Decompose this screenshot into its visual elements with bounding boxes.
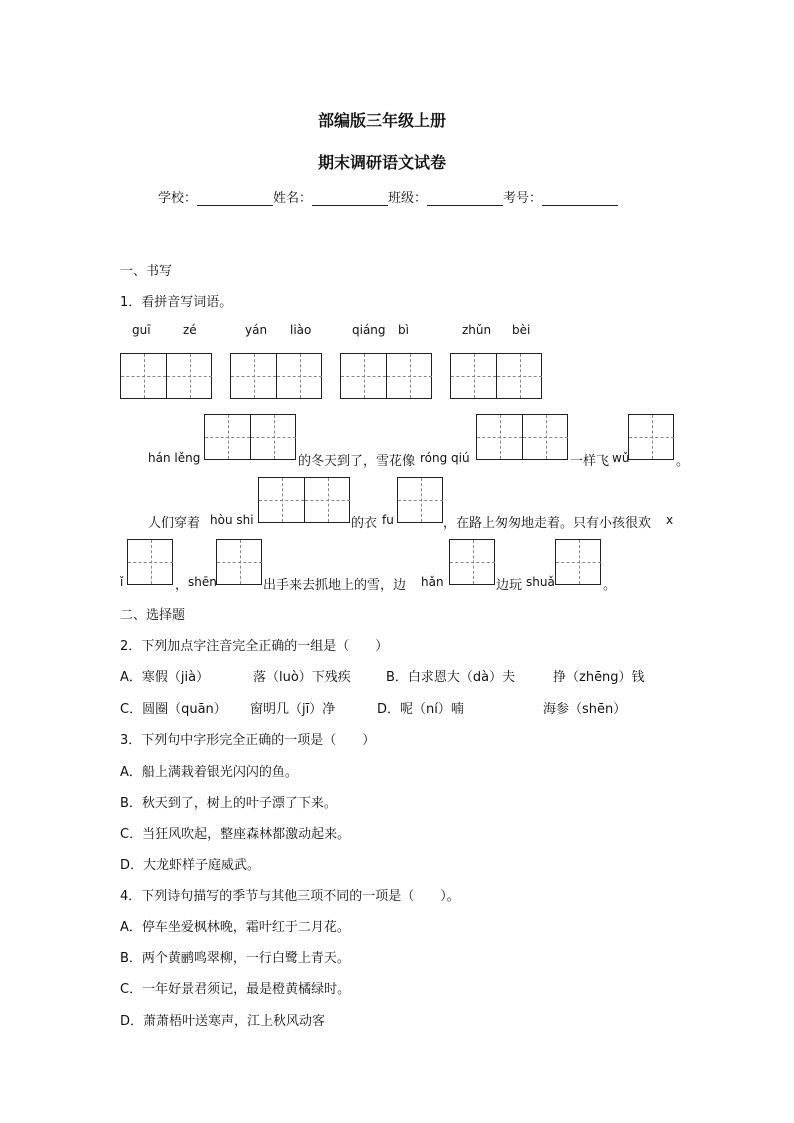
sentence-text: 人们穿着 bbox=[148, 516, 201, 531]
sentence-text: 一样飞 bbox=[570, 454, 610, 469]
option-d[interactable]: D．呢（ní）喃 bbox=[377, 702, 464, 717]
pinyin-label: bèi bbox=[512, 323, 531, 337]
exam-subtitle: 期末调研语文试卷 bbox=[318, 153, 447, 172]
writing-grid[interactable] bbox=[120, 353, 212, 399]
option-a[interactable]: A．寒假（jià） bbox=[120, 670, 210, 685]
option-b[interactable]: B．秋天到了，树上的叶子漂了下来。 bbox=[120, 796, 337, 811]
option-c[interactable]: C．圆圈（quān） bbox=[120, 702, 227, 717]
class-label: 班级： bbox=[388, 191, 428, 206]
name-blank[interactable] bbox=[312, 191, 388, 206]
sentence-text: 出手来去抓地上的雪，边 bbox=[263, 578, 407, 593]
option-b-second: 挣（zhēng）钱 bbox=[553, 670, 645, 685]
writing-grid[interactable] bbox=[555, 539, 601, 585]
sentence-text: ， bbox=[175, 578, 189, 593]
pinyin-label: bì bbox=[398, 323, 409, 337]
writing-grid[interactable] bbox=[450, 353, 542, 399]
pinyin-label: qiáng bbox=[352, 323, 386, 337]
pinyin-label: shēn bbox=[188, 575, 217, 589]
pinyin-label: zé bbox=[183, 323, 197, 337]
section1-heading: 一、书写 bbox=[120, 264, 173, 279]
pinyin-label: zhǔn bbox=[462, 323, 492, 337]
pinyin-label: x bbox=[666, 513, 674, 527]
exam-title: 部编版三年级上册 bbox=[318, 111, 447, 130]
option-c[interactable]: C．一年好景君须记，最是橙黄橘绿时。 bbox=[120, 982, 351, 997]
pinyin-label: hǎn bbox=[421, 575, 444, 589]
writing-grid[interactable] bbox=[204, 414, 296, 460]
writing-grid[interactable] bbox=[216, 539, 262, 585]
section2-heading: 二、选择题 bbox=[120, 608, 186, 623]
sentence-text: 边玩 bbox=[496, 578, 523, 593]
pinyin-label: ǐ bbox=[120, 575, 124, 589]
option-c-second: 窗明几（jī）净 bbox=[250, 702, 336, 717]
option-d[interactable]: D．大龙虾样子庭威武。 bbox=[120, 858, 261, 873]
pinyin-label: wǔ bbox=[612, 451, 630, 465]
option-d-second: 海参（shēn） bbox=[543, 702, 627, 717]
sentence-text: ，在路上匆匆地走着。只有小孩很欢 bbox=[443, 516, 652, 531]
option-a-second: 落（luò）下残疾 bbox=[253, 670, 351, 685]
option-d[interactable]: D．萧萧梧叶送寒声，江上秋风动客 bbox=[120, 1014, 326, 1029]
writing-grid[interactable] bbox=[628, 414, 674, 460]
writing-grid[interactable] bbox=[127, 539, 173, 585]
writing-grid[interactable] bbox=[230, 353, 322, 399]
writing-grid[interactable] bbox=[476, 414, 568, 460]
pinyin-label: yán bbox=[245, 323, 268, 337]
option-c[interactable]: C．当狂风吹起，整座森林都激动起来。 bbox=[120, 827, 351, 842]
school-label: 学校： bbox=[158, 191, 198, 206]
option-a[interactable]: A．船上满栽着银光闪闪的鱼。 bbox=[120, 765, 298, 780]
option-b[interactable]: B．两个黄鹂鸣翠柳，一行白鹭上青天。 bbox=[120, 951, 350, 966]
pinyin-label: shuǎ bbox=[526, 575, 555, 589]
writing-grid[interactable] bbox=[449, 539, 495, 585]
exam-number-blank[interactable] bbox=[542, 191, 618, 206]
name-label: 姓名： bbox=[273, 191, 313, 206]
question-4: 4．下列诗句描写的季节与其他三项不同的一项是（ ）。 bbox=[120, 889, 460, 904]
sentence-text: 的衣 bbox=[351, 516, 378, 531]
sentence-text: 的冬天到了，雪花像 bbox=[298, 454, 416, 469]
writing-grid[interactable] bbox=[340, 353, 432, 399]
question-3: 3．下列句中字形完全正确的一项是（ ） bbox=[120, 733, 376, 748]
writing-grid[interactable] bbox=[397, 477, 443, 523]
school-blank[interactable] bbox=[197, 191, 273, 206]
writing-grid[interactable] bbox=[258, 477, 350, 523]
class-blank[interactable] bbox=[427, 191, 503, 206]
pinyin-label: hán lěng bbox=[148, 451, 201, 465]
question-1: 1．看拼音写词语。 bbox=[120, 295, 233, 310]
pinyin-label: guī bbox=[132, 323, 151, 337]
student-info-row bbox=[158, 187, 618, 206]
pinyin-label: róng qiú bbox=[420, 451, 470, 465]
sentence-text: 。 bbox=[603, 578, 617, 593]
sentence-text: 。 bbox=[676, 454, 690, 469]
pinyin-label: hòu shi bbox=[210, 513, 254, 527]
pinyin-label: fu bbox=[382, 513, 394, 527]
option-a[interactable]: A．停车坐爱枫林晚，霜叶红于二月花。 bbox=[120, 920, 350, 935]
exam-number-label: 考号： bbox=[503, 191, 543, 206]
pinyin-label: liào bbox=[290, 323, 312, 337]
question-2: 2．下列加点字注音完全正确的一组是（ ） bbox=[120, 639, 389, 654]
option-b[interactable]: B．白求恩大（dà）夫 bbox=[386, 670, 516, 685]
